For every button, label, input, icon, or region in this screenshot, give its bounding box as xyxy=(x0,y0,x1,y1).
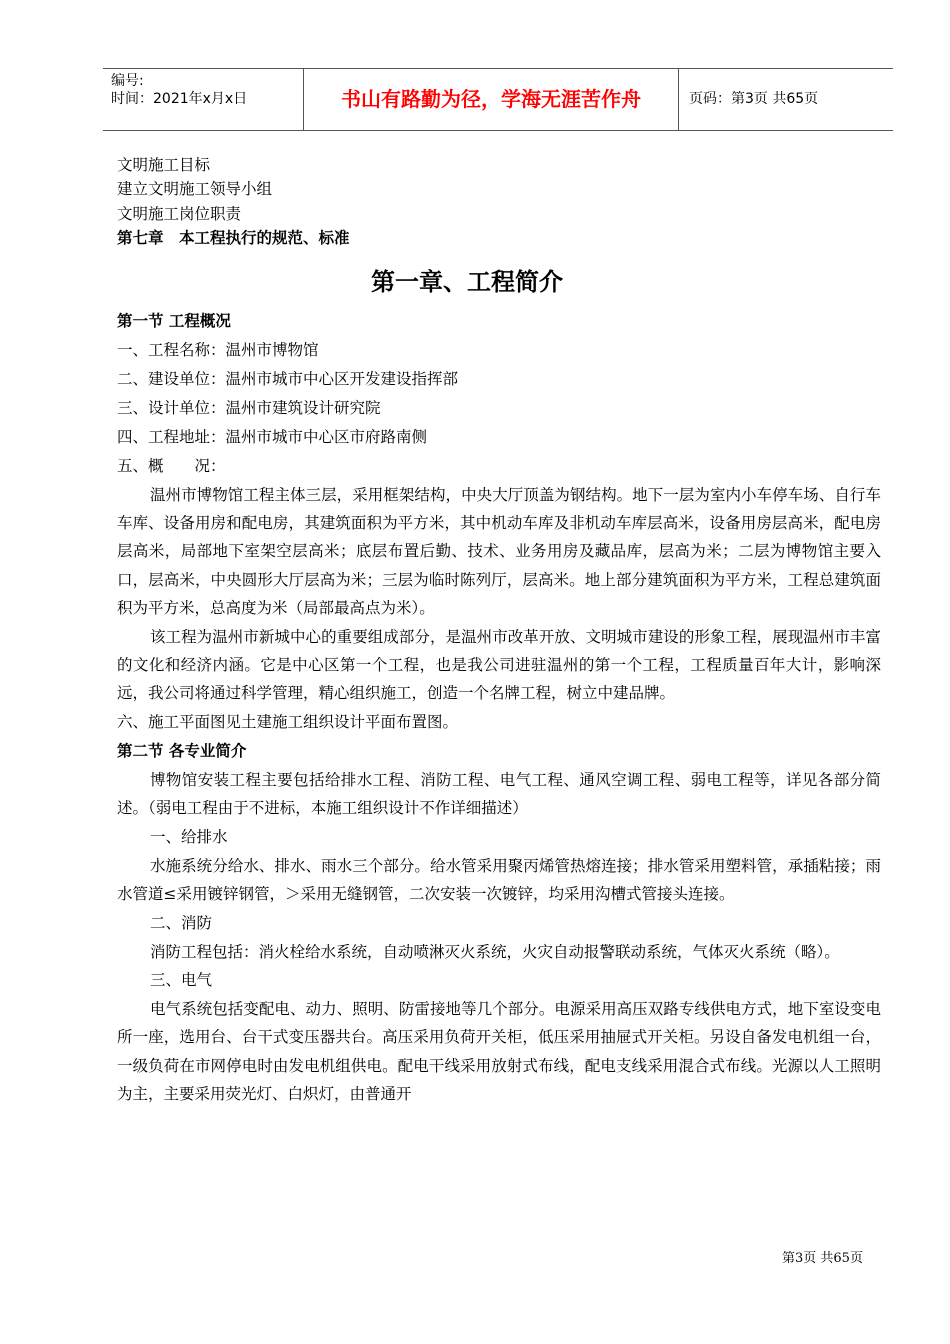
toc-line: 建立文明施工领导小组 xyxy=(117,180,273,199)
section-intro-paragraph: 博物馆安装工程主要包括给排水工程、消防工程、电气工程、通风空调工程、弱电工程等，详见各部分简述。（弱电工程由于不进标，本施工组织设计不作详细描述） xyxy=(117,770,881,818)
header-motto-cell xyxy=(304,69,679,130)
header-info-cell xyxy=(103,69,304,130)
info-item: 四、工程地址：温州市城市中心区市府路南侧 xyxy=(117,427,428,446)
toc-chapter-7: 第七章 本工程执行的规范、标准 xyxy=(117,229,350,248)
document-body xyxy=(117,153,897,1109)
subsection-title: 一、给排水 xyxy=(150,827,228,846)
page-footer: 第3页 共65页 xyxy=(782,1251,863,1266)
subsection-title: 三、电气 xyxy=(150,970,213,989)
electrical-paragraph: 电气系统包括变配电、动力、照明、防雷接地等几个部分。电源采用高压双路专线供电方式，地下室设变电所一座，选用台、台干式变压器共台。高压采用负荷开关柜，低压采用抽屉式开关柜。另设自备发电机组一台，一级负荷在市网停电时由发电机组供电。配电干线采用放射式布线，配电支线采用混合式布线。光源以人工照明为主，主要采用荧光灯、白炽灯，由普通开 xyxy=(117,999,881,1104)
chapter-title: 第一章、工程简介 xyxy=(371,267,563,296)
info-item: 一、工程名称：温州市博物馆 xyxy=(117,340,319,359)
header-time: 时间：2021年x月x日 xyxy=(111,91,248,107)
plumbing-paragraph: 水施系统分给水、排水、雨水三个部分。给水管采用聚丙烯管热熔连接；排水管采用塑料管，承插粘接；雨水管道≤采用镀锌钢管，＞采用无缝钢管，二次安装一次镀锌，均采用沟槽式管接头连接。 xyxy=(117,856,881,904)
info-item: 二、建设单位：温州市城市中心区开发建设指挥部 xyxy=(117,369,459,388)
info-item: 六、施工平面图见土建施工组织设计平面布置图。 xyxy=(117,712,459,731)
header-motto: 书山有路勤为径，学海无涯苦作舟 xyxy=(341,87,641,111)
overview-paragraph: 温州市博物馆工程主体三层，采用框架结构，中央大厅顶盖为钢结构。地下一层为室内小车停车场、自行车车库、设备用房和配电房，其建筑面积为平方米，其中机动车库及非机动车库层高米，设备用房层高米，配电房层高米，局部地下室架空层高米；底层布置后勤、技术、业务用房及藏品库，层高为米；二层为博物馆主要入口，层高米，中央圆形大厅层高为米；三层为临时陈列厅，层高米。地上部分建筑面积为平方米，工程总建筑面积为平方米，总高度为米（局部最高点为米）。 xyxy=(117,485,881,618)
subsection-title: 二、消防 xyxy=(150,913,213,932)
page-header xyxy=(103,68,893,131)
fire-protection-paragraph: 消防工程包括：消火栓给水系统，自动喷淋灭火系统，火灾自动报警联动系统，气体灭火系统（略）。 xyxy=(150,942,840,961)
header-page-cell xyxy=(679,69,893,130)
info-item: 五、概 况： xyxy=(117,456,226,475)
section-heading: 第一节 工程概况 xyxy=(117,311,231,330)
header-code: 编号: xyxy=(111,73,144,89)
toc-line: 文明施工岗位职责 xyxy=(117,204,242,223)
header-page-number: 页码：第3页 共65页 xyxy=(689,91,819,107)
section-heading: 第二节 各专业简介 xyxy=(117,741,247,760)
significance-paragraph: 该工程为温州市新城中心的重要组成部分，是温州市改革开放、文明城市建设的形象工程，展现温州市丰富的文化和经济内涵。它是中心区第一个工程，也是我公司进驻温州的第一个工程，工程质量百年大计，影响深远，我公司将通过科学管理，精心组织施工，创造一个名牌工程，树立中建品牌。 xyxy=(117,627,881,703)
toc-line: 文明施工目标 xyxy=(117,156,211,174)
info-item: 三、设计单位：温州市建筑设计研究院 xyxy=(117,398,381,417)
